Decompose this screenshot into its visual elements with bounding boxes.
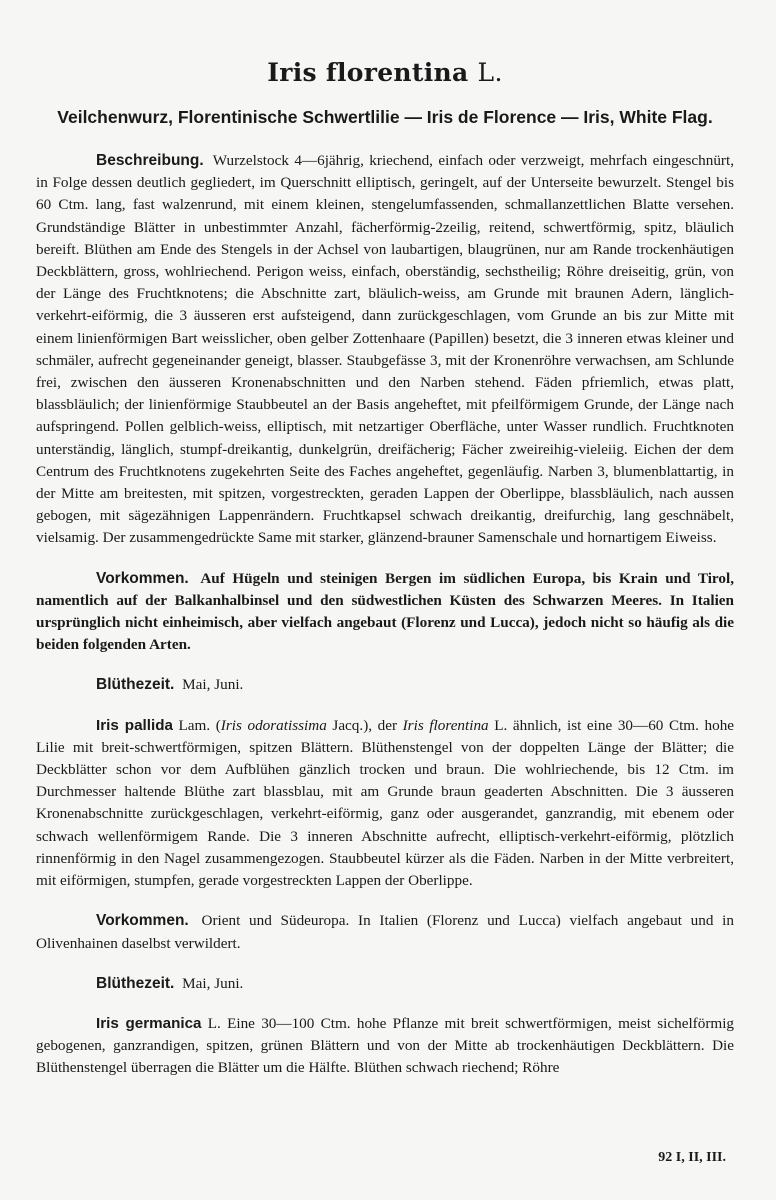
title-author: L.	[477, 58, 503, 87]
pallida-intro1: Lam. (	[178, 716, 221, 734]
flowering-heading: Blüthezeit.	[96, 676, 175, 694]
plate-reference: 92 I, II, III.	[658, 1150, 726, 1165]
pallida-occurrence-text: Orient und Südeuropa. In Italien (Florenz und Lucca) vielfach angebaut und in Olivenhainen daselbst verwildert.	[36, 912, 734, 952]
pallida-flowering-heading: Blüthezeit.	[96, 974, 175, 992]
flowering-text: Mai, Juni.	[182, 676, 244, 694]
pallida-paragraph	[36, 715, 734, 893]
flowering-paragraph	[36, 674, 734, 696]
description-heading: Beschreibung.	[96, 152, 204, 169]
description-paragraph	[36, 150, 734, 550]
common-names-subtitle: Veilchenwurz, Florentinische Schwertlilie — Iris de Florence — Iris, White Flag.	[57, 107, 713, 127]
pallida-synonym: Iris odoratissima	[220, 716, 327, 734]
occurrence-heading: Vorkommen.	[96, 569, 189, 587]
pallida-name: Iris pallida	[96, 716, 173, 734]
pallida-flowering-text: Mai, Juni.	[182, 974, 244, 992]
germanica-paragraph	[36, 1013, 734, 1080]
germanica-text: L. Eine 30—100 Ctm. hohe Pflanze mit breit schwertförmigen, meist sichelförmig gebogenen, ganzrandigen, spitzen, grünen Blättern und von der Mitte ab trockenhäutigen Deckblättern. Die Blüthenstengel überragen die Blätter um die Hälfte. Blüthen schwach riechend; Röhre	[36, 1014, 735, 1077]
title-species-name: Iris florentina	[267, 58, 469, 87]
germanica-name: Iris germanica	[96, 1014, 202, 1032]
pallida-flowering-paragraph	[36, 973, 734, 995]
occurrence-paragraph	[36, 568, 734, 657]
pallida-intro2: Jacq.), der	[332, 716, 398, 734]
page-title	[36, 58, 734, 87]
pallida-occurrence-paragraph	[36, 910, 734, 954]
description-text: Wurzelstock 4—6jährig, kriechend, einfach oder verzweigt, mehrfach eingeschnürt, in Folge dessen deutlich gegliedert, im Querschnitt elliptisch, geringelt, auf der Unterseite bewurzelt. Stengel bis 60 Ctm. lang, fast walzenrund, mit einem kleinen, stengelumfassenden, schmallanzettlichen Blatte versehen. Grundständige Blätter in unbestimmter Anzahl, fächerförmig-2zeilig, reitend, schwertförmig, spitz, bläulich bereift. Blüthen am Ende des Stengels in der Achsel von laubartigen, blaugrünen, nur am Rande trockenhäutigen Deckblättern, gross, wohlriechend. Perigon weiss, einfach, oberständig, sechstheilig; Röhre dreiseitig, grün, von der Länge des Fruchtknotens; die Abschnitte zart, bläulich-weiss, am Grunde mit braunen Adern, länglich-verkehrt-eiförmig, die 3 äusseren erst aufsteigend, dann zurückgeschlagen, vom Grunde an bis zur Mitte mit einem linienförmigen Bart weisslicher, oben gelber Zottenhaare (Papillen) besetzt, die 3 inneren etwas kleiner und schmäler, aufrecht gegeneinander geneigt, blasser. Staubgefässe 3, mit der Kronenröhre verwachsen, am Schlunde frei, zwischen den äusseren Kronenabschnitten und den Narben stehend. Fäden pfriemlich, etwas platt, blassbläulich; der linienförmige Staubbeutel an der Basis angeheftet, mit pfeilförmigem Grunde, der Länge nach aufspringend. Pollen gelblich-weiss, elliptisch, mit netzartiger Oberfläche, unter Wasser rundlich. Fruchtknoten unterständig, länglich, stumpf-dreikantig, dunkelgrün, dreifächerig; Fächer zweireihig-vieleiig. Eichen der dem Centrum des Fruchtknotens zugekehrten Seite des Faches angeheftet, gegenläufig. Narben 3, blumenblattartig, in der Mitte am breitesten, mit spitzen, vorgestreckten, geraden Lappen der Oberlippe, blassbläulich, nach aussen gebogen, mit sägezähnigen Lappenrändern. Fruchtkapsel schwach dreikantig, dreifurchig, lang geschnäbelt, vielsamig. Der zusammengedrückte Same mit starker, glänzend-brauner Samenschale und hornartigem Eiweiss.	[36, 152, 734, 547]
pallida-reference: Iris florentina	[402, 716, 489, 734]
pallida-text: L. ähnlich, ist eine 30—60 Ctm. hohe Lilie mit breit-schwertförmigen, spitzen Blättern. Blüthenstengel von der doppelten Länge der Blätter; die Deckblätter schon vor dem Aufblühen gänzlich trocken und braun. Die wohlriechende, bis 12 Ctm. im Durchmesser haltende Blüthe zart blassblau, mit am Grunde braun geaderten Abschnitten. Die 3 äusseren Kronenabschnitte zurückgeschlagen, verkehrt-eiförmig, ganz oder ausgerandet, ganzrandig, mit ebenem oder schwach wellenförmigem Rande. Die 3 inneren Abschnitte aufrecht, elliptisch-verkehrt-eiförmig, plötzlich rinnenförmig in den Nagel zusammengezogen. Staubbeutel kürzer als die Fäden. Narben in der Mitte verbreitert, mit eiförmigen, stumpfen, gerade vorgestreckten Lappen der Oberlippe.	[36, 716, 735, 890]
occurrence-text: Auf Hügeln und steinigen Bergen im südlichen Europa, bis Krain und Tirol, namentlich auf der Balkanhalbinsel und den südwestlichen Küsten des Schwarzen Meeres. In Italien ursprünglich nicht einheimisch, aber vielfach angebaut (Florenz und Lucca), jedoch nicht so häufig als die beiden folgenden Arten.	[36, 569, 734, 654]
pallida-occurrence-heading: Vorkommen.	[96, 912, 189, 930]
